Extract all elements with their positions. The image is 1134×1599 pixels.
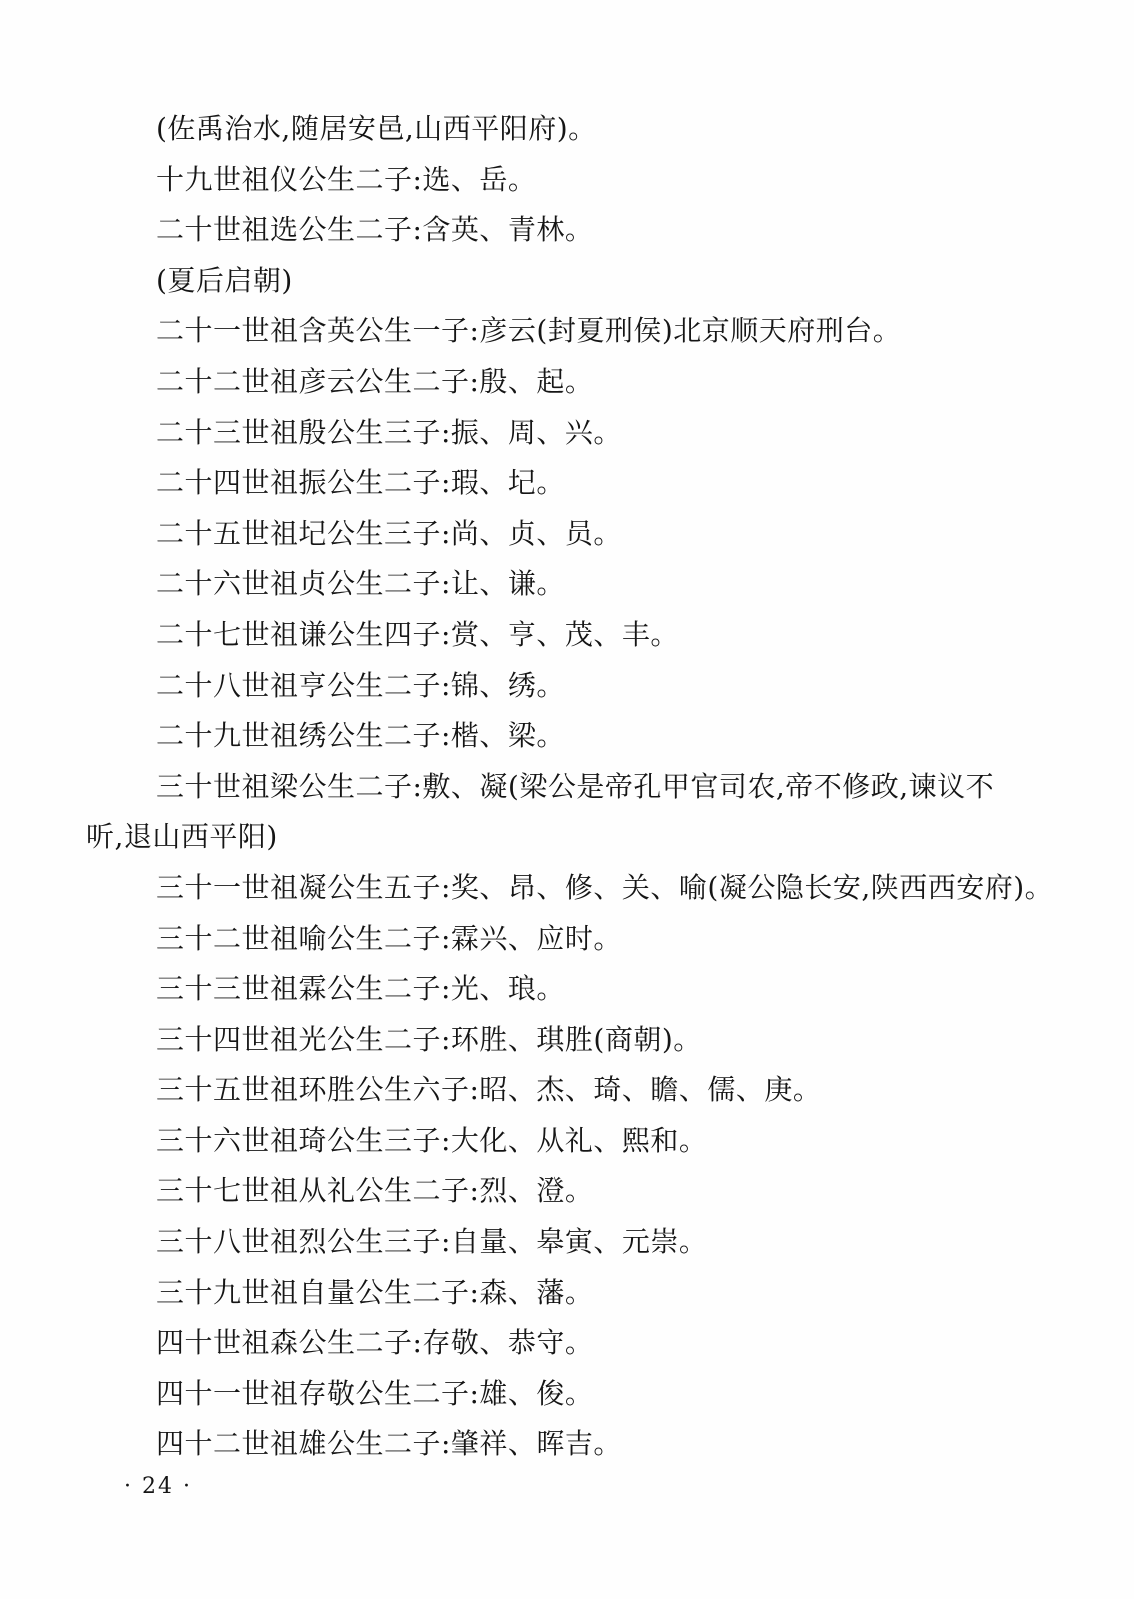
text-line: 三十七世祖从礼公生二子:烈、澄。 — [156, 1174, 594, 1208]
text-line: 十九世祖仪公生二子:选、岳。 — [156, 162, 537, 196]
text-line: 二十世祖选公生二子:含英、青林。 — [156, 213, 594, 247]
text-line: 二十二世祖彦云公生二子:殷、起。 — [156, 364, 594, 398]
text-line: 二十四世祖振公生二子:瑕、圮。 — [156, 466, 565, 500]
text-line: 二十五世祖圮公生三子:尚、贞、员。 — [156, 516, 622, 550]
genealogy-text — [86, 104, 1056, 1470]
text-line: 二十三世祖殷公生三子:振、周、兴。 — [156, 415, 622, 449]
text-line: 三十八世祖烈公生三子:自量、皋寅、元崇。 — [156, 1225, 708, 1259]
page-number: · 24 · — [124, 1474, 192, 1499]
text-line: 三十世祖梁公生二子:敷、凝(梁公是帝孔甲官司农,帝不修政,谏议不 — [156, 769, 995, 803]
text-line: 三十四世祖光公生二子:环胜、琪胜(商朝)。 — [156, 1022, 702, 1056]
text-line: 四十世祖森公生二子:存敬、恭守。 — [156, 1326, 594, 1360]
text-line: 二十八世祖亨公生二子:锦、绣。 — [156, 668, 565, 702]
text-line: 二十一世祖含英公生一子:彦云(封夏刑侯)北京顺天府刑台。 — [156, 314, 902, 348]
text-line: 二十九世祖绣公生二子:楷、梁。 — [156, 719, 565, 753]
text-line: (佐禹治水,随居安邑,山西平阳府)。 — [156, 112, 597, 145]
text-line: 四十一世祖存敬公生二子:雄、俊。 — [156, 1376, 594, 1410]
text-line-continuation: 听,退山西平阳) — [86, 820, 278, 854]
text-line: 三十五世祖环胜公生六子:昭、杰、琦、瞻、儒、庚。 — [156, 1073, 822, 1107]
text-line: 三十二世祖喻公生二子:霖兴、应时。 — [156, 921, 622, 955]
text-line: (夏后启朝) — [156, 263, 293, 297]
text-line: 二十七世祖谦公生四子:赏、亨、茂、丰。 — [156, 617, 679, 651]
text-line: 三十九世祖自量公生二子:森、藩。 — [156, 1275, 594, 1309]
text-line: 三十六世祖琦公生三子:大化、从礼、熙和。 — [156, 1123, 708, 1157]
text-line: 二十六世祖贞公生二子:让、谦。 — [156, 567, 565, 601]
text-line: 四十二世祖雄公生二子:肇祥、晖吉。 — [156, 1427, 622, 1461]
text-line: 三十一世祖凝公生五子:奖、昂、修、关、喻(凝公隐长安,陕西西安府)。 — [156, 870, 1054, 904]
text-line: 三十三世祖霖公生二子:光、琅。 — [156, 972, 565, 1006]
